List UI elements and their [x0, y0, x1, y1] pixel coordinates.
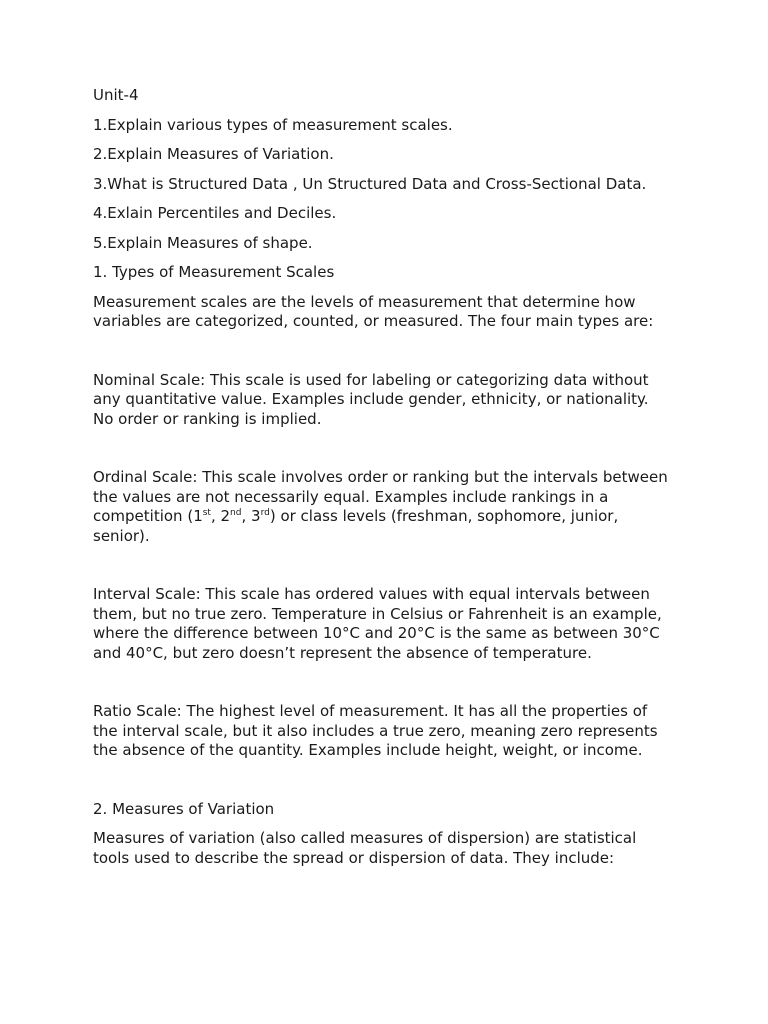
question-2: 2.Explain Measures of Variation.	[93, 145, 334, 163]
blank-line	[93, 556, 672, 585]
section-1-heading: 1. Types of Measurement Scales	[93, 263, 335, 281]
blank-line	[93, 342, 672, 371]
ordinal-text-part-1: Ordinal Scale: This scale involves order or ranking but the intervals between the values are not necessarily equal. Examples include rankings in a competition (1	[93, 468, 668, 525]
question-4: 4.Exlain Percentiles and Deciles.	[93, 204, 337, 222]
blank-line	[93, 439, 672, 468]
ordinal-scale-paragraph	[93, 468, 672, 546]
unit-title: Unit-4	[93, 86, 139, 104]
question-3: 3.What is Structured Data , Un Structured Data and Cross-Sectional Data.	[93, 174, 647, 193]
ordinal-sup-2: nd	[230, 508, 242, 518]
ratio-scale-paragraph: Ratio Scale: The highest level of measurement. It has all the properties of the interval scale, but it also includes a true zero, meaning zero represents the absence of the quantity. Examples include height, weight, or income.	[93, 702, 658, 759]
blank-line	[93, 771, 672, 800]
ordinal-text-part-3: , 3	[241, 507, 261, 525]
blank-line	[93, 673, 672, 702]
interval-scale-paragraph: Interval Scale: This scale has ordered values with equal intervals between them, but no true zero. Temperature in Celsius or Fahrenheit is an example, where the difference between 10°C and 20°C is the same as between 30°C and 40°C, but zero doesn’t represent the absence of temperature.	[93, 585, 662, 662]
ordinal-sup-3: rd	[260, 508, 270, 518]
ordinal-text-part-4: ) or class levels (freshman, sophomore, junior, senior).	[93, 507, 619, 545]
section-2-intro: Measures of variation (also called measures of dispersion) are statistical tools used to describe the spread or dispersion of data. They include:	[93, 829, 637, 867]
question-1: 1.Explain various types of measurement scales.	[93, 115, 453, 134]
section-2-heading: 2. Measures of Variation	[93, 799, 275, 818]
nominal-scale-paragraph: Nominal Scale: This scale is used for labeling or categorizing data without any quantitative value. Examples include gender, ethnicity, or nationality. No order or ranking is implied.	[93, 370, 649, 428]
ordinal-sup-1: st	[202, 508, 211, 518]
ordinal-text-part-2: , 2	[210, 507, 231, 525]
section-1-intro: Measurement scales are the levels of measurement that determine how variables are categorized, counted, or measured. The four main types are:	[93, 292, 654, 330]
question-5: 5.Explain Measures of shape.	[93, 233, 313, 252]
